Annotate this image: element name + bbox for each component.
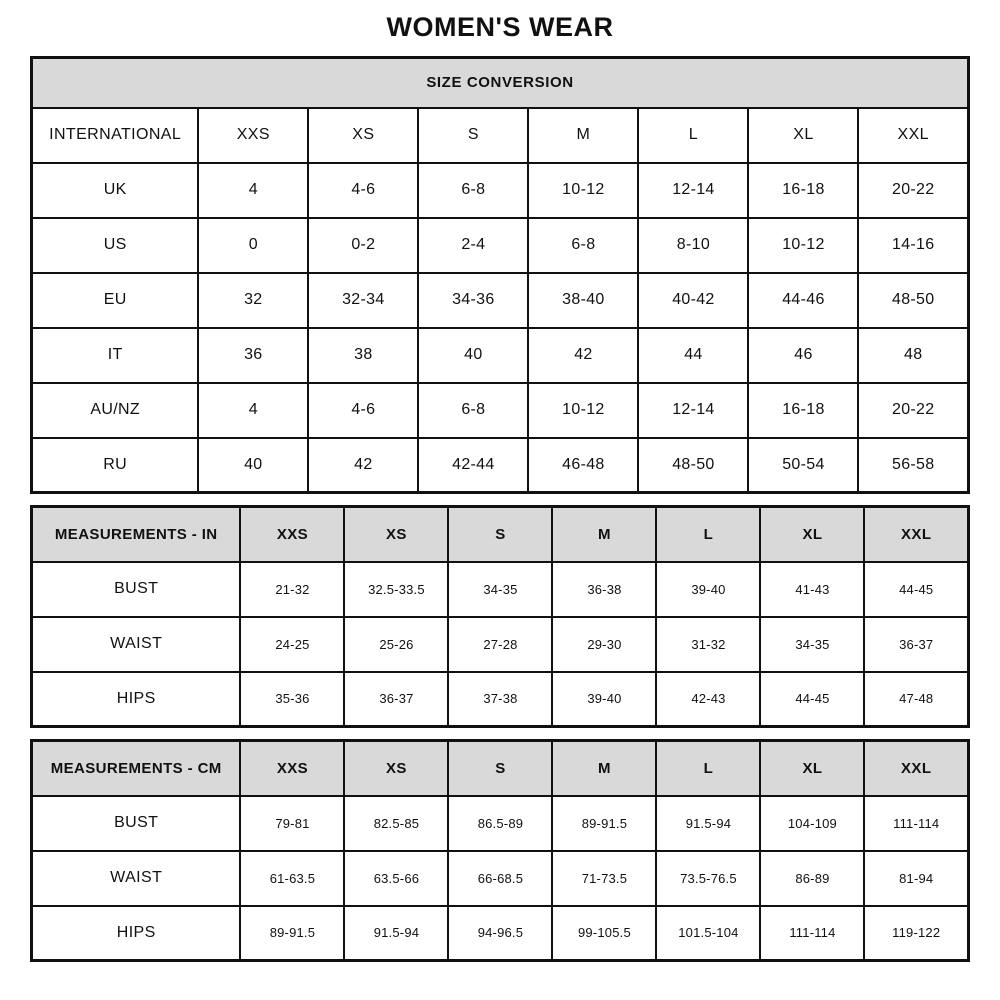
value-cell: 111-114 <box>760 906 864 961</box>
value-cell: 86.5-89 <box>448 796 552 851</box>
value-cell: 24-25 <box>240 617 344 672</box>
value-cell: 89-91.5 <box>552 796 656 851</box>
table-header-row <box>32 507 969 562</box>
table-row <box>32 906 969 961</box>
column-header-xl: XL <box>760 507 864 562</box>
value-cell: 6-8 <box>418 163 528 218</box>
value-cell: 41-43 <box>760 562 864 617</box>
measurements-cm-table <box>30 739 970 962</box>
column-header-xl: XL <box>760 741 864 796</box>
value-cell: 56-58 <box>858 438 968 493</box>
value-cell: 89-91.5 <box>240 906 344 961</box>
value-cell: 104-109 <box>760 796 864 851</box>
value-cell: 36 <box>198 328 308 383</box>
row-label-hips: HIPS <box>32 672 241 727</box>
column-header-xxs: XXS <box>240 507 344 562</box>
value-cell: 38-40 <box>528 273 638 328</box>
value-cell: 50-54 <box>748 438 858 493</box>
value-cell: 32.5-33.5 <box>344 562 448 617</box>
value-cell: 16-18 <box>748 383 858 438</box>
value-cell: 101.5-104 <box>656 906 760 961</box>
table-row <box>32 438 969 493</box>
value-cell: 34-36 <box>418 273 528 328</box>
value-cell: 44 <box>638 328 748 383</box>
value-cell: 94-96.5 <box>448 906 552 961</box>
value-cell: 35-36 <box>240 672 344 727</box>
row-label-ru: RU <box>32 438 199 493</box>
value-cell: 4 <box>198 163 308 218</box>
table-row <box>32 562 969 617</box>
table-row <box>32 273 969 328</box>
row-label-hips: HIPS <box>32 906 241 961</box>
value-cell: 42 <box>308 438 418 493</box>
value-cell: 29-30 <box>552 617 656 672</box>
page-container <box>30 0 970 962</box>
value-cell: 99-105.5 <box>552 906 656 961</box>
value-cell: 42-44 <box>418 438 528 493</box>
column-header-m: M <box>552 507 656 562</box>
value-cell: 46-48 <box>528 438 638 493</box>
row-label-uk: UK <box>32 163 199 218</box>
value-cell: 31-32 <box>656 617 760 672</box>
column-header-s: S <box>448 741 552 796</box>
table-row <box>32 617 969 672</box>
row-label-waist: WAIST <box>32 617 241 672</box>
value-cell: 82.5-85 <box>344 796 448 851</box>
table-row <box>32 383 969 438</box>
value-cell: 44-45 <box>760 672 864 727</box>
value-cell: 91.5-94 <box>344 906 448 961</box>
row-label-au-nz: AU/NZ <box>32 383 199 438</box>
value-cell: 81-94 <box>864 851 968 906</box>
row-label-it: IT <box>32 328 199 383</box>
value-cell: 12-14 <box>638 163 748 218</box>
value-cell: 25-26 <box>344 617 448 672</box>
row-label-us: US <box>32 218 199 273</box>
table-row <box>32 328 969 383</box>
value-cell: 37-38 <box>448 672 552 727</box>
table-header-label: INTERNATIONAL <box>32 108 199 163</box>
value-cell: 44-46 <box>748 273 858 328</box>
value-cell: 4-6 <box>308 163 418 218</box>
column-header-xl: XL <box>748 108 858 163</box>
column-header-xs: XS <box>344 741 448 796</box>
value-cell: 16-18 <box>748 163 858 218</box>
value-cell: 6-8 <box>418 383 528 438</box>
value-cell: 34-35 <box>760 617 864 672</box>
value-cell: 119-122 <box>864 906 968 961</box>
value-cell: 0 <box>198 218 308 273</box>
value-cell: 2-4 <box>418 218 528 273</box>
value-cell: 86-89 <box>760 851 864 906</box>
column-header-xs: XS <box>308 108 418 163</box>
value-cell: 66-68.5 <box>448 851 552 906</box>
table-header-label: MEASUREMENTS - IN <box>32 507 241 562</box>
value-cell: 4 <box>198 383 308 438</box>
value-cell: 10-12 <box>528 163 638 218</box>
table-row <box>32 218 969 273</box>
column-header-s: S <box>418 108 528 163</box>
row-label-bust: BUST <box>32 562 241 617</box>
column-header-xxs: XXS <box>198 108 308 163</box>
table-row <box>32 851 969 906</box>
value-cell: 36-37 <box>344 672 448 727</box>
value-cell: 63.5-66 <box>344 851 448 906</box>
column-header-m: M <box>528 108 638 163</box>
value-cell: 39-40 <box>552 672 656 727</box>
row-label-waist: WAIST <box>32 851 241 906</box>
column-header-l: L <box>656 507 760 562</box>
table-row <box>32 163 969 218</box>
value-cell: 61-63.5 <box>240 851 344 906</box>
value-cell: 44-45 <box>864 562 968 617</box>
value-cell: 34-35 <box>448 562 552 617</box>
value-cell: 47-48 <box>864 672 968 727</box>
column-header-xxl: XXL <box>864 507 968 562</box>
value-cell: 32-34 <box>308 273 418 328</box>
value-cell: 6-8 <box>528 218 638 273</box>
value-cell: 36-38 <box>552 562 656 617</box>
value-cell: 46 <box>748 328 858 383</box>
value-cell: 39-40 <box>656 562 760 617</box>
table-row <box>32 672 969 727</box>
value-cell: 73.5-76.5 <box>656 851 760 906</box>
value-cell: 42 <box>528 328 638 383</box>
value-cell: 36-37 <box>864 617 968 672</box>
value-cell: 20-22 <box>858 163 968 218</box>
value-cell: 10-12 <box>528 383 638 438</box>
column-header-l: L <box>656 741 760 796</box>
table-caption: SIZE CONVERSION <box>32 58 969 108</box>
value-cell: 0-2 <box>308 218 418 273</box>
value-cell: 27-28 <box>448 617 552 672</box>
page-title: WOMEN'S WEAR <box>386 12 614 42</box>
value-cell: 38 <box>308 328 418 383</box>
table-header-row <box>32 108 969 163</box>
column-header-xs: XS <box>344 507 448 562</box>
table-header-row <box>32 741 969 796</box>
value-cell: 4-6 <box>308 383 418 438</box>
value-cell: 71-73.5 <box>552 851 656 906</box>
column-header-xxl: XXL <box>858 108 968 163</box>
value-cell: 14-16 <box>858 218 968 273</box>
column-header-s: S <box>448 507 552 562</box>
value-cell: 8-10 <box>638 218 748 273</box>
table-row <box>32 796 969 851</box>
value-cell: 79-81 <box>240 796 344 851</box>
size-conversion-table <box>30 56 970 494</box>
measurements-in-table <box>30 505 970 728</box>
value-cell: 40-42 <box>638 273 748 328</box>
row-label-eu: EU <box>32 273 199 328</box>
value-cell: 10-12 <box>748 218 858 273</box>
value-cell: 111-114 <box>864 796 968 851</box>
value-cell: 12-14 <box>638 383 748 438</box>
value-cell: 40 <box>198 438 308 493</box>
value-cell: 48-50 <box>858 273 968 328</box>
value-cell: 48 <box>858 328 968 383</box>
value-cell: 21-32 <box>240 562 344 617</box>
column-header-m: M <box>552 741 656 796</box>
value-cell: 40 <box>418 328 528 383</box>
value-cell: 20-22 <box>858 383 968 438</box>
column-header-l: L <box>638 108 748 163</box>
row-label-bust: BUST <box>32 796 241 851</box>
value-cell: 91.5-94 <box>656 796 760 851</box>
column-header-xxs: XXS <box>240 741 344 796</box>
value-cell: 32 <box>198 273 308 328</box>
value-cell: 42-43 <box>656 672 760 727</box>
table-header-label: MEASUREMENTS - CM <box>32 741 241 796</box>
column-header-xxl: XXL <box>864 741 968 796</box>
value-cell: 48-50 <box>638 438 748 493</box>
